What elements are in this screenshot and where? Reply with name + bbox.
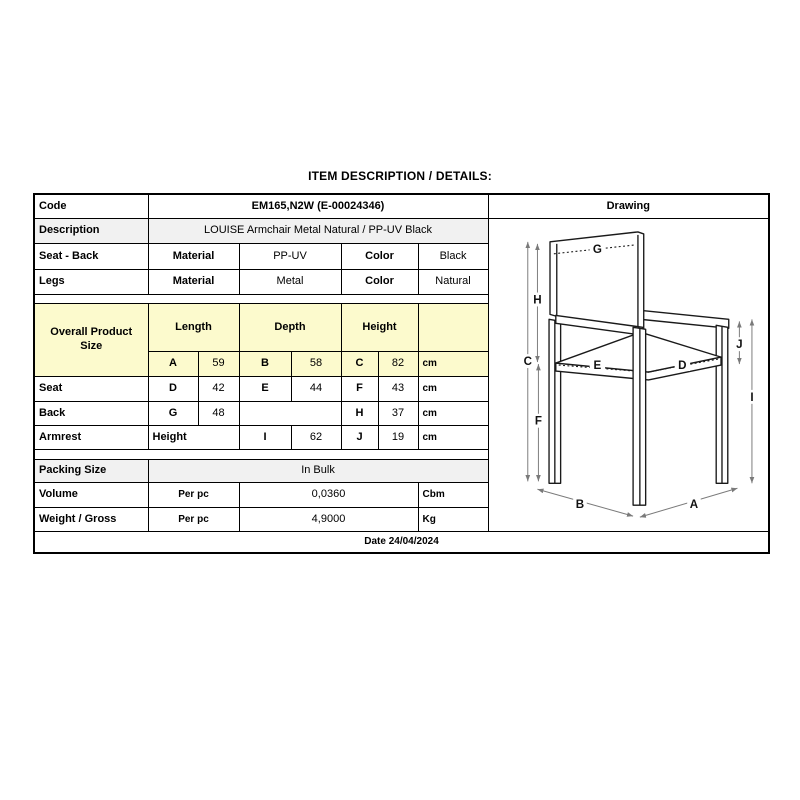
empty-cell	[418, 303, 488, 351]
seat-back-color-label: Color	[341, 243, 418, 269]
back-g-value: 48	[198, 401, 239, 425]
seat-back-color-value: Black	[418, 243, 488, 269]
overall-b-value: 58	[291, 351, 341, 376]
seat-unit: cm	[418, 376, 488, 401]
legs-material-value: Metal	[239, 269, 341, 294]
chair-right-armrest	[631, 309, 729, 328]
chair-drawing-container	[493, 219, 765, 531]
dim-label-g: G	[592, 242, 602, 256]
overall-c-value: 82	[378, 351, 418, 376]
seat-back-material-label: Material	[148, 243, 239, 269]
dim-label-j: J	[735, 337, 743, 351]
weight-unit: Kg	[418, 507, 488, 531]
volume-per-pc: Per pc	[148, 482, 239, 507]
description-value: LOUISE Armchair Metal Natural / PP-UV Black	[148, 218, 488, 243]
overall-a-value: 59	[198, 351, 239, 376]
volume-value: 0,0360	[239, 482, 418, 507]
armrest-unit: cm	[418, 425, 488, 449]
overall-length-label: Length	[148, 303, 239, 351]
overall-size-label: Overall Product Size	[34, 303, 148, 376]
back-label: Back	[34, 401, 148, 425]
legs-color-label: Color	[341, 269, 418, 294]
overall-depth-label: Depth	[239, 303, 341, 351]
back-g-key: G	[148, 401, 198, 425]
overall-unit: cm	[418, 351, 488, 376]
seat-label: Seat	[34, 376, 148, 401]
armrest-i-key: I	[239, 425, 291, 449]
volume-unit: Cbm	[418, 482, 488, 507]
overall-c-key: C	[341, 351, 378, 376]
seat-f-key: F	[341, 376, 378, 401]
overall-height-label: Height	[341, 303, 418, 351]
weight-label: Weight / Gross	[34, 507, 148, 531]
packing-value: In Bulk	[148, 459, 488, 482]
legs-label: Legs	[34, 269, 148, 294]
armrest-j-value: 19	[378, 425, 418, 449]
seat-back-material-value: PP-UV	[239, 243, 341, 269]
date-cell: Date 24/04/2024	[34, 531, 769, 553]
dim-label-h: H	[532, 292, 542, 307]
armrest-j-key: J	[341, 425, 378, 449]
dim-label-f: F	[534, 414, 542, 428]
chair	[549, 231, 729, 504]
page-title: ITEM DESCRIPTION / DETAILS:	[308, 169, 492, 183]
row-code	[34, 194, 769, 218]
dim-label-a: A	[689, 497, 698, 511]
dim-label-b: B	[575, 497, 584, 511]
dim-label-i: I	[749, 390, 754, 404]
row-date	[34, 531, 769, 553]
back-unit: cm	[418, 401, 488, 425]
empty-spacer-cell	[34, 449, 488, 459]
back-h-value: 37	[378, 401, 418, 425]
packing-label: Packing Size	[34, 459, 148, 482]
code-label: Code	[34, 194, 148, 218]
overall-a-key: A	[148, 351, 198, 376]
dim-label-e: E	[593, 358, 601, 372]
armrest-height-label: Height	[148, 425, 239, 449]
seat-e-value: 44	[291, 376, 341, 401]
row-description	[34, 218, 769, 243]
armrest-label: Armrest	[34, 425, 148, 449]
drawing-cell	[488, 218, 769, 531]
armrest-i-value: 62	[291, 425, 341, 449]
empty-cell	[239, 401, 341, 425]
legs-color-value: Natural	[418, 269, 488, 294]
code-value: EM165,N2W (E-00024346)	[148, 194, 488, 218]
empty-spacer-cell	[34, 294, 488, 303]
seat-f-value: 43	[378, 376, 418, 401]
drawing-header: Drawing	[488, 194, 769, 218]
seat-back-label: Seat - Back	[34, 243, 148, 269]
seat-e-key: E	[239, 376, 291, 401]
seat-d-key: D	[148, 376, 198, 401]
back-h-key: H	[341, 401, 378, 425]
overall-b-key: B	[239, 351, 291, 376]
legs-material-label: Material	[148, 269, 239, 294]
dim-label-c: C	[523, 354, 532, 368]
volume-label: Volume	[34, 482, 148, 507]
seat-d-value: 42	[198, 376, 239, 401]
dim-label-d: D	[677, 358, 687, 372]
spec-table	[33, 193, 770, 554]
chair-drawing	[493, 219, 765, 531]
weight-value: 4,9000	[239, 507, 418, 531]
weight-per-pc: Per pc	[148, 507, 239, 531]
description-label: Description	[34, 218, 148, 243]
